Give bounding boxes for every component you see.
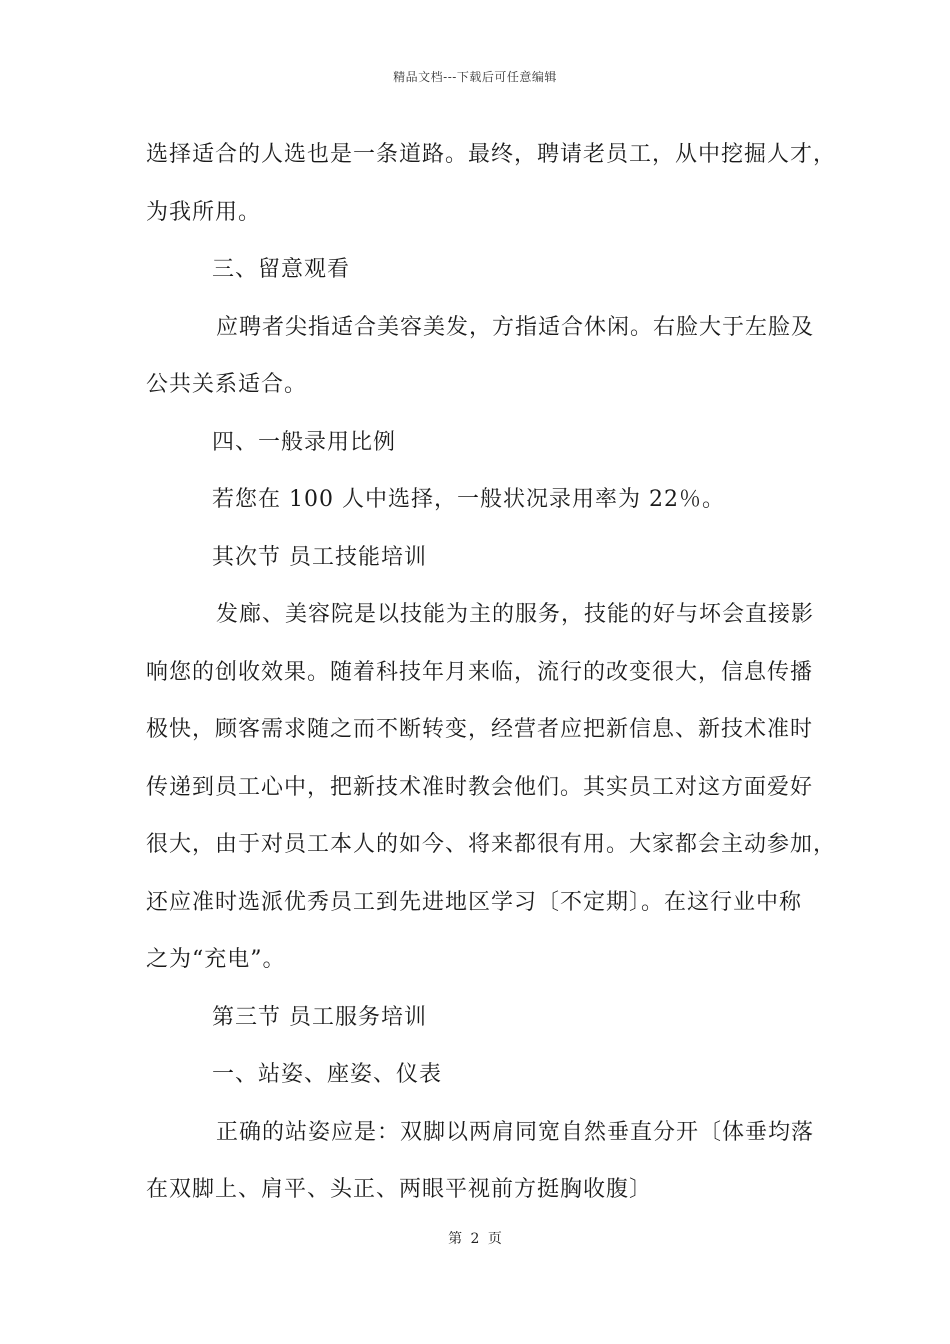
text-line: 正确的站姿应是：双脚以两肩同宽自然垂直分开〔体垂均落 [216, 1119, 815, 1145]
section-heading: 三、留意观看 [212, 257, 351, 282]
section-heading: 第三节 员工服务培训 [212, 1004, 427, 1030]
text-line: 选择适合的人选也是一条道路。最终，聘请老员工，从中挖掘人才， [146, 142, 837, 167]
text-line: 应聘者尖指适合美容美发，方指适合休闲。右脸大于左脸及 [216, 314, 815, 340]
text-line: 为我所用。 [146, 199, 262, 225]
text-line: 公共关系适合。 [146, 372, 308, 397]
text-line: 传递到员工心中，把新技术准时教会他们。其实员工对这方面爱好 [146, 774, 814, 800]
page-header: 精品文档---下载后可任意编辑 [393, 70, 557, 84]
section-heading: 一、站姿、座姿、仪表 [212, 1062, 443, 1087]
text-line: 若您在 100 人中选择，一般状况录用率为 22％。 [212, 487, 725, 512]
text-line: 在双脚上、肩平、头正、两眼平视前方挺胸收腹〕 [146, 1177, 653, 1202]
text-line: 之为“充电”。 [146, 947, 286, 972]
section-heading: 四、一般录用比例 [212, 429, 397, 455]
document-body [146, 126, 837, 1219]
text-line: 极快，顾客需求随之而不断转变，经营者应把新信息、新技术准时 [146, 717, 814, 742]
text-line: 很大，由于对员工本人的如今、将来都很有用。大家都会主动参加， [146, 832, 837, 857]
text-line: 发廊、美容院是以技能为主的服务，技能的好与坏会直接影 [216, 602, 815, 627]
text-line: 响您的创收效果。随着科技年月来临，流行的改变很大，信息传播 [146, 659, 814, 685]
page-number: 第 2 页 [448, 1231, 502, 1247]
section-heading: 其次节 员工技能培训 [212, 544, 427, 570]
text-line: 还应准时选派优秀员工到先进地区学习〔不定期〕。在这行业中称 [146, 889, 803, 915]
